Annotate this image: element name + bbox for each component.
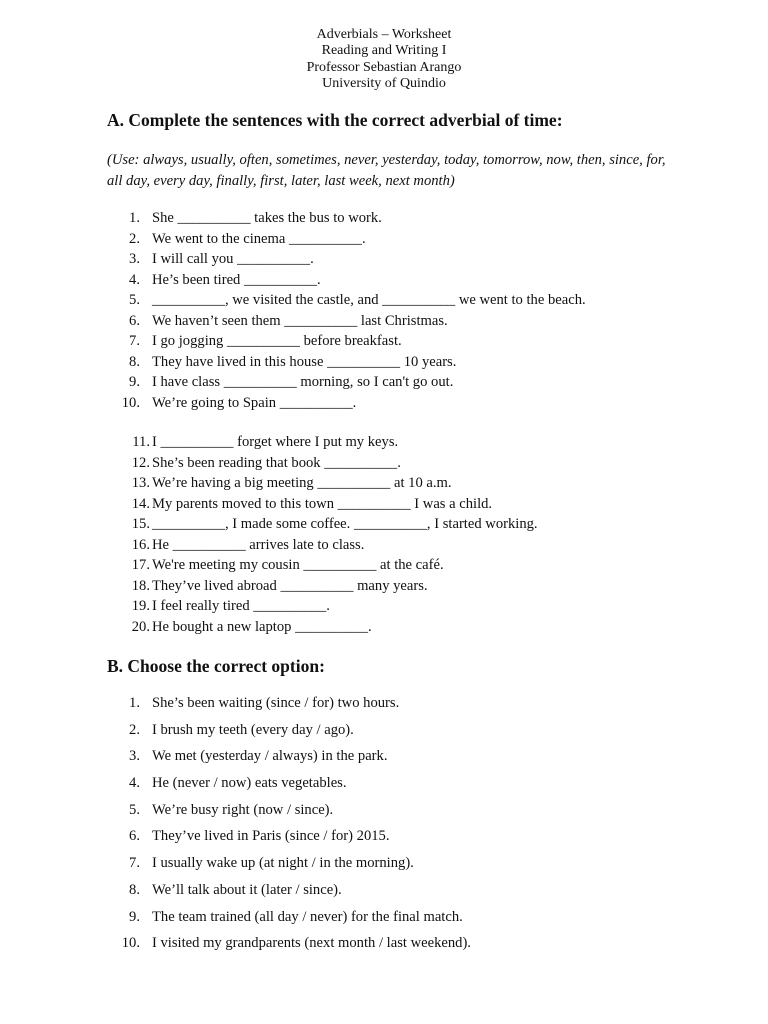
- item-text: He __________ arrives late to class.: [152, 536, 365, 553]
- item-number: 2.: [129, 230, 140, 247]
- item-number: 12.: [131, 454, 150, 471]
- item-text: She __________ takes the bus to work.: [152, 210, 382, 226]
- item-number: 14.: [131, 495, 150, 512]
- item-text: I will call you __________.: [152, 251, 314, 267]
- item-text: We haven’t seen them __________ last Christmas.: [152, 312, 448, 329]
- item-text: I go jogging __________ before breakfast.: [152, 333, 402, 349]
- item-number: 10.: [121, 935, 140, 952]
- item-text: __________, I made some coffee. __________, I started working.: [152, 516, 538, 532]
- item-text: They’ve lived abroad __________ many years.: [152, 577, 428, 594]
- item-text: __________, we visited the castle, and __________ we went to the beach.: [152, 292, 586, 308]
- item-number: 4.: [129, 271, 140, 288]
- item-text: We’re having a big meeting __________ at 10 a.m.: [152, 475, 452, 491]
- item-text: We met (yesterday / always) in the park.: [152, 748, 388, 765]
- item-number: 13.: [131, 475, 150, 491]
- item-text: We’re busy right (now / since).: [152, 801, 334, 818]
- item-text: I have class __________ morning, so I can't go out.: [152, 374, 454, 390]
- item-number: 7.: [129, 855, 140, 872]
- item-number: 8.: [129, 881, 140, 898]
- item-number: 4.: [129, 775, 140, 792]
- item-text: We’re going to Spain __________.: [152, 394, 357, 411]
- course-name: Reading and Writing I: [321, 43, 447, 59]
- professor-name: Professor Sebastian Arango: [306, 59, 462, 75]
- item-text: I feel really tired __________.: [152, 598, 330, 614]
- item-number: 5.: [129, 801, 140, 818]
- section-a-instructions: (Use: always, usually, often, sometimes, never, yesterday, today, tomorrow, now, then, since, for, all day, every day, finally, first, later, last week, next month): [107, 152, 666, 189]
- item-number: 6.: [129, 828, 140, 845]
- item-number: 2.: [129, 721, 140, 738]
- item-number: 9.: [129, 908, 140, 925]
- item-number: 1.: [129, 695, 140, 711]
- section-a-heading: A. Complete the sentences with the correct adverbial of time:: [107, 110, 563, 130]
- item-number: 18.: [131, 577, 150, 594]
- item-number: 9.: [129, 374, 140, 390]
- item-number: 7.: [129, 333, 140, 349]
- item-text: They’ve lived in Paris (since / for) 2015.: [152, 828, 390, 845]
- item-number: 6.: [129, 312, 140, 329]
- item-text: We went to the cinema __________.: [152, 230, 366, 247]
- item-text: I visited my grandparents (next month / last weekend).: [152, 935, 471, 952]
- university-name: University of Quindio: [322, 75, 446, 91]
- item-number: 3.: [129, 251, 140, 267]
- item-number: 8.: [129, 353, 140, 370]
- item-text: We’ll talk about it (later / since).: [152, 881, 342, 898]
- item-text: He (never / now) eats vegetables.: [152, 775, 347, 792]
- item-number: 10.: [121, 394, 140, 411]
- item-number: 17.: [131, 557, 150, 573]
- document-header: [0, 27, 768, 92]
- item-text: She’s been reading that book __________.: [152, 454, 401, 471]
- item-text: I brush my teeth (every day / ago).: [152, 721, 354, 738]
- item-number: 11.: [132, 434, 150, 450]
- item-number: 3.: [129, 748, 140, 765]
- section-b-heading: B. Choose the correct option:: [107, 656, 325, 676]
- item-number: 5.: [129, 292, 140, 308]
- item-number: 15.: [131, 516, 150, 532]
- item-number: 19.: [131, 598, 150, 614]
- item-number: 20.: [131, 618, 150, 635]
- item-text: She’s been waiting (since / for) two hours.: [152, 695, 400, 711]
- item-text: They have lived in this house __________ 10 years.: [152, 353, 457, 370]
- item-text: I __________ forget where I put my keys.: [152, 434, 399, 450]
- item-text: He’s been tired __________.: [152, 271, 321, 288]
- item-number: 16.: [131, 536, 150, 553]
- item-text: He bought a new laptop __________.: [152, 618, 372, 635]
- item-text: We're meeting my cousin __________ at the café.: [152, 557, 444, 573]
- worksheet-title: Adverbials – Worksheet: [316, 27, 452, 42]
- item-text: The team trained (all day / never) for the final match.: [152, 908, 463, 925]
- item-number: 1.: [129, 210, 140, 226]
- item-text: I usually wake up (at night / in the morning).: [152, 855, 414, 872]
- item-text: My parents moved to this town __________ I was a child.: [152, 495, 493, 512]
